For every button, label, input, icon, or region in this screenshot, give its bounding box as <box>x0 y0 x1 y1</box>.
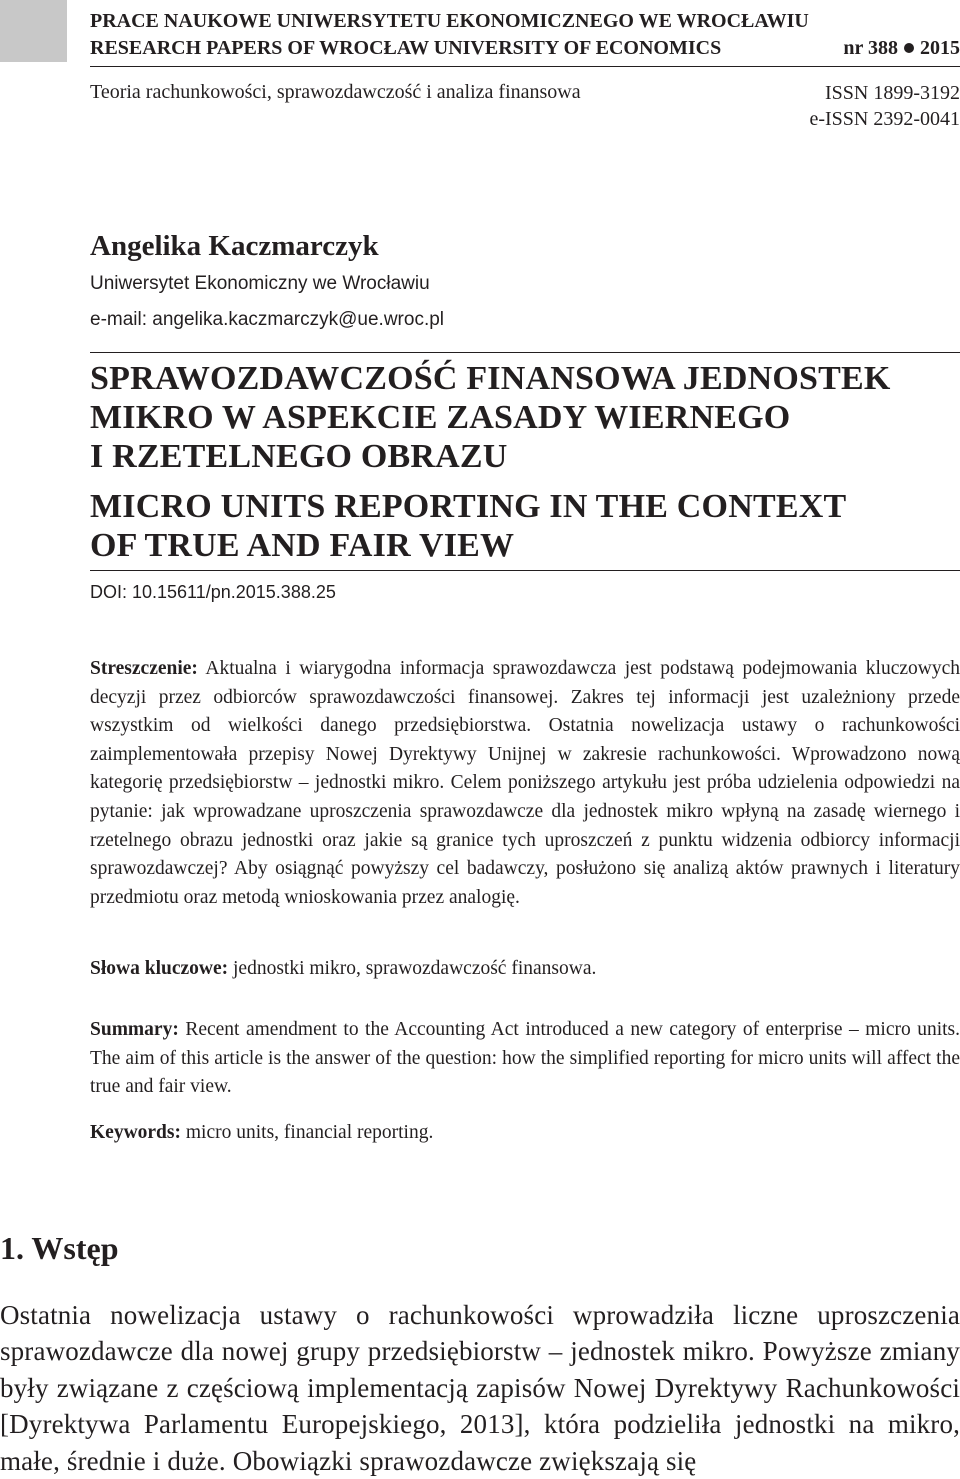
title-en-line: OF TRUE AND FAIR VIEW <box>90 527 515 564</box>
journal-name-en <box>90 36 960 60</box>
issn-block <box>809 80 960 132</box>
doi: DOI: 10.15611/pn.2015.388.25 <box>90 582 336 602</box>
keywords-pl <box>90 955 960 984</box>
author-email: e-mail: angelika.kaczmarczyk@ue.wroc.pl <box>90 309 445 330</box>
title-pl <box>90 359 960 476</box>
abstract-en <box>90 1016 960 1102</box>
title-pl-line: MIKRO W ASPEKCIE ZASADY WIERNEGO <box>90 399 791 436</box>
journal-name-pl <box>90 9 960 33</box>
abstract-en-text: Recent amendment to the Accounting Act introduced a new category of enterprise – micro units. The aim of this article is the answer of the question: how the simplified reporting for micro units will affect the true and fair view. <box>90 1019 960 1098</box>
journal-name-en-text: RESEARCH PAPERS OF WROCŁAW UNIVERSITY OF ECONOMICS <box>90 37 722 59</box>
issn: ISSN 1899-3192 <box>824 82 960 104</box>
abstract-pl-label: Streszczenie: <box>90 658 198 679</box>
section-body-text: Ostatnia nowelizacja ustawy o rachunkowości wprowadziła liczne uproszczenia sprawozdawcze dla nowej grupy przedsiębiorstw – jednostek mikro. Powyższe zmiany były związane z częściową implementacją zapisów Nowej Dyrektywy Rachunkowości [Dyrektywa Parlamentu Europejskiego, 2013], która podzieliła jednostki na mikro, małe, średnie i duże. Obowiązki sprawozdawcze zwiększają się <box>0 1300 960 1476</box>
keywords-en-label: Keywords: <box>90 1122 181 1143</box>
issue-year: 2015 <box>920 37 960 59</box>
eissn: e-ISSN 2392-0041 <box>809 108 960 130</box>
keywords-pl-text: jednostki mikro, sprawozdawczość finansowa. <box>233 958 597 979</box>
issue-info <box>843 36 960 60</box>
header-gray-box <box>0 0 67 62</box>
abstract-en-label: Summary: <box>90 1019 179 1040</box>
author-affiliation: Uniwersytet Ekonomiczny we Wrocławiu <box>90 273 430 294</box>
title-pl-line: SPRAWOZDAWCZOŚĆ FINANSOWA JEDNOSTEK <box>90 360 891 397</box>
abstract-pl-text: Aktualna i wiarygodna informacja sprawozdawcza jest podstawą podejmowania kluczowych decyzji przez odbiorców sprawozdawczości finansowej. Zakres tej informacji jest uzależniony przede wszystkim od wielkości danego przedsiębiorstwa. Ostatnia nowelizacja ustawy o rachunkowości zaimplementowała przepisy Nowej Dyrektywy Unijnej w zakresie rachunkowości. Wprowadzono nową kategorię przedsiębiorstw – jednostki mikro. Celem poniższego artykułu jest próba udzielenia odpowiedzi na pytanie: jak wprowadzane uproszczenia sprawozdawcze dla jednostek mikro wpłyną na zasadę wiernego i rzetelnego obrazu jednostki oraz jakie są granice tych uproszczeń z punktu widzenia odbiorcy informacji sprawozdawczej? Aby osiągnąć powyższy cel badawczy, posłużono się analizą aktów prawnych i literatury przedmiotu oraz metodą wnioskowania przez analogię. <box>90 658 960 908</box>
section-heading: 1. Wstęp <box>0 1230 119 1266</box>
keywords-en-text: micro units, financial reporting. <box>185 1122 434 1143</box>
title-bottom-rule <box>90 570 960 571</box>
keywords-pl-label: Słowa kluczowe: <box>90 958 229 979</box>
bullet-icon <box>904 43 914 53</box>
header-rule <box>90 66 960 67</box>
issue-number: nr 388 <box>843 37 898 59</box>
author-name: Angelika Kaczmarczyk <box>90 230 379 262</box>
journal-series: Teoria rachunkowości, sprawozdawczość i analiza finansowa <box>90 81 581 103</box>
title-pl-line: I RZETELNEGO OBRAZU <box>90 438 508 475</box>
title-en <box>90 487 960 565</box>
author-affiliation-block <box>90 266 444 338</box>
title-top-rule <box>90 352 960 353</box>
journal-name-pl-text: PRACE NAUKOWE UNIWERSYTETU EKONOMICZNEGO WE WROCŁAWIU <box>90 10 809 32</box>
abstract-pl <box>90 655 960 912</box>
keywords-en <box>90 1119 960 1148</box>
title-en-line: MICRO UNITS REPORTING IN THE CONTEXT <box>90 488 847 525</box>
